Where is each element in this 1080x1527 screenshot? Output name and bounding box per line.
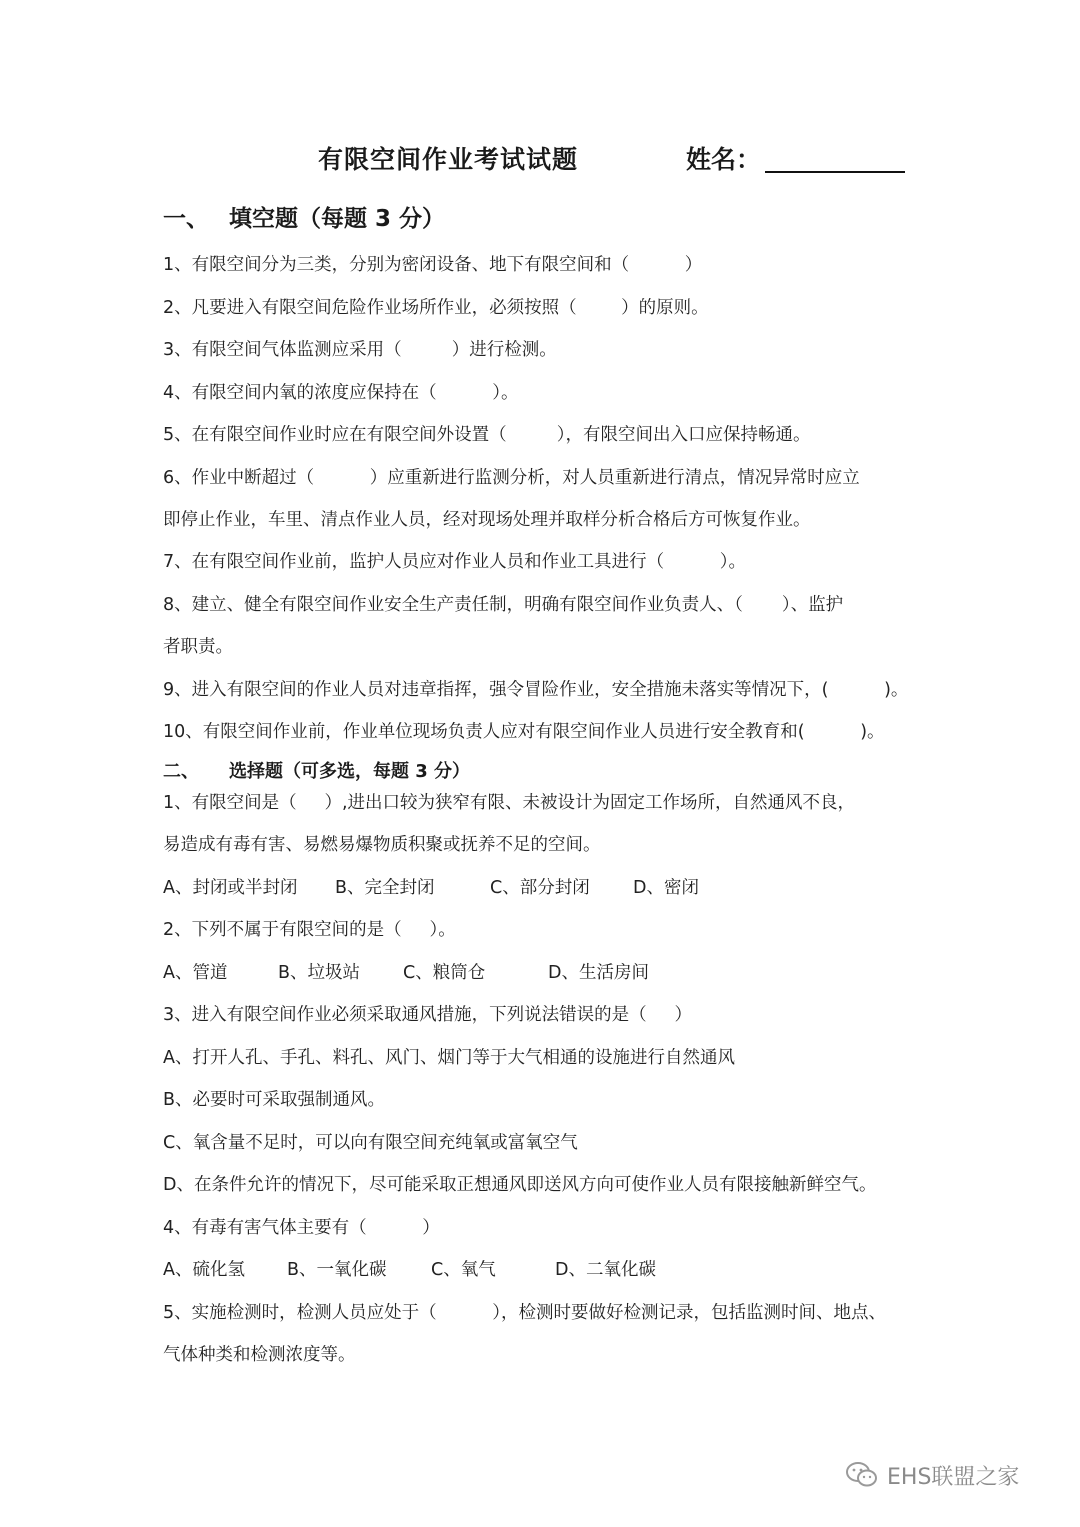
answer-option: B、完全封闭: [335, 878, 435, 898]
section2-number: 二、: [163, 761, 199, 782]
question-line: 4、有毒有害气体主要有（ ）: [163, 1218, 440, 1238]
question-line: 9、进入有限空间的作业人员对违章指挥，强令冒险作业，安全措施未落实等情况下，( )。: [163, 680, 909, 700]
question-line: A、打开人孔、手孔、料孔、风门、烟门等于大气相通的设施进行自然通风: [163, 1048, 735, 1068]
name-blank-line: [765, 171, 905, 173]
section1-heading: [163, 200, 445, 233]
question-line: 2、下列不属于有限空间的是（ ）。: [163, 920, 456, 940]
section1-title: 填空题（每题 3 分）: [229, 206, 446, 232]
question-line: 1、有限空间是（ ）,进出口较为狭窄有限、未被设计为固定工作场所，自然通风不良，: [163, 793, 856, 813]
question-line: 2、凡要进入有限空间危险作业场所作业，必须按照（ ）的原则。: [163, 298, 709, 318]
section2-title: 选择题（可多选，每题 3 分）: [229, 761, 471, 782]
answer-option: B、垃圾站: [278, 963, 361, 983]
question-line: 5、实施检测时，检测人员应处于（ ），检测时要做好检测记录，包括监测时间、地点、: [163, 1303, 887, 1323]
question-line: 者职责。: [163, 637, 233, 657]
watermark: [845, 1458, 1019, 1492]
answer-option: A、封闭或半封闭: [163, 878, 298, 898]
question-line: 易造成有毒有害、易燃易爆物质积聚或抚养不足的空间。: [163, 835, 601, 855]
question-line: B、必要时可采取强制通风。: [163, 1090, 386, 1110]
question-line: 6、作业中断超过（ ）应重新进行监测分析，对人员重新进行清点，情况异常时应立: [163, 468, 860, 488]
answer-option: C、粮筒仓: [403, 963, 486, 983]
answer-option: C、氧气: [431, 1260, 496, 1280]
title-row: [0, 140, 1080, 184]
answer-option: A、管道: [163, 963, 228, 983]
question-line: D、在条件允许的情况下，尽可能采取正想通风即送风方向可使作业人员有限接触新鲜空气。: [163, 1175, 877, 1195]
page-title: 有限空间作业考试试题: [318, 145, 579, 174]
question-line: 5、在有限空间作业时应在有限空间外设置（ ），有限空间出入口应保持畅通。: [163, 425, 811, 445]
question-line: 7、在有限空间作业前，监护人员应对作业人员和作业工具进行（ ）。: [163, 552, 747, 572]
question-line: 即停止作业，车里、清点作业人员，经对现场处理并取样分析合格后方可恢复作业。: [163, 510, 811, 530]
answer-option: A、硫化氢: [163, 1260, 245, 1280]
section2-heading: [163, 757, 470, 783]
question-line: 4、有限空间内氧的浓度应保持在（ ）。: [163, 383, 519, 403]
section1-number: 一、: [163, 206, 209, 232]
question-line: C、氧含量不足时，可以向有限空间充纯氧或富氧空气: [163, 1133, 578, 1153]
question-line: 气体种类和检测浓度等。: [163, 1345, 356, 1365]
name-label: 姓名：: [686, 145, 762, 174]
answer-option: B、一氧化碳: [287, 1260, 387, 1280]
wechat-icon: [845, 1460, 879, 1490]
question-line: 8、建立、健全有限空间作业安全生产责任制，明确有限空间作业负责人、（ ）、监护: [163, 595, 844, 615]
answer-option: D、密闭: [633, 878, 699, 898]
question-line: 3、有限空间气体监测应采用（ ）进行检测。: [163, 340, 557, 360]
watermark-text: EHS联盟之家: [887, 1464, 1020, 1490]
question-line: 10、有限空间作业前，作业单位现场负责人应对有限空间作业人员进行安全教育和( )。: [163, 722, 885, 742]
answer-option: D、生活房间: [548, 963, 649, 983]
question-line: 3、进入有限空间作业必须采取通风措施，下列说法错误的是（ ）: [163, 1005, 692, 1025]
answer-option: C、部分封闭: [490, 878, 590, 898]
answer-option: D、二氧化碳: [555, 1260, 656, 1280]
question-line: 1、有限空间分为三类，分别为密闭设备、地下有限空间和（ ）: [163, 255, 703, 275]
